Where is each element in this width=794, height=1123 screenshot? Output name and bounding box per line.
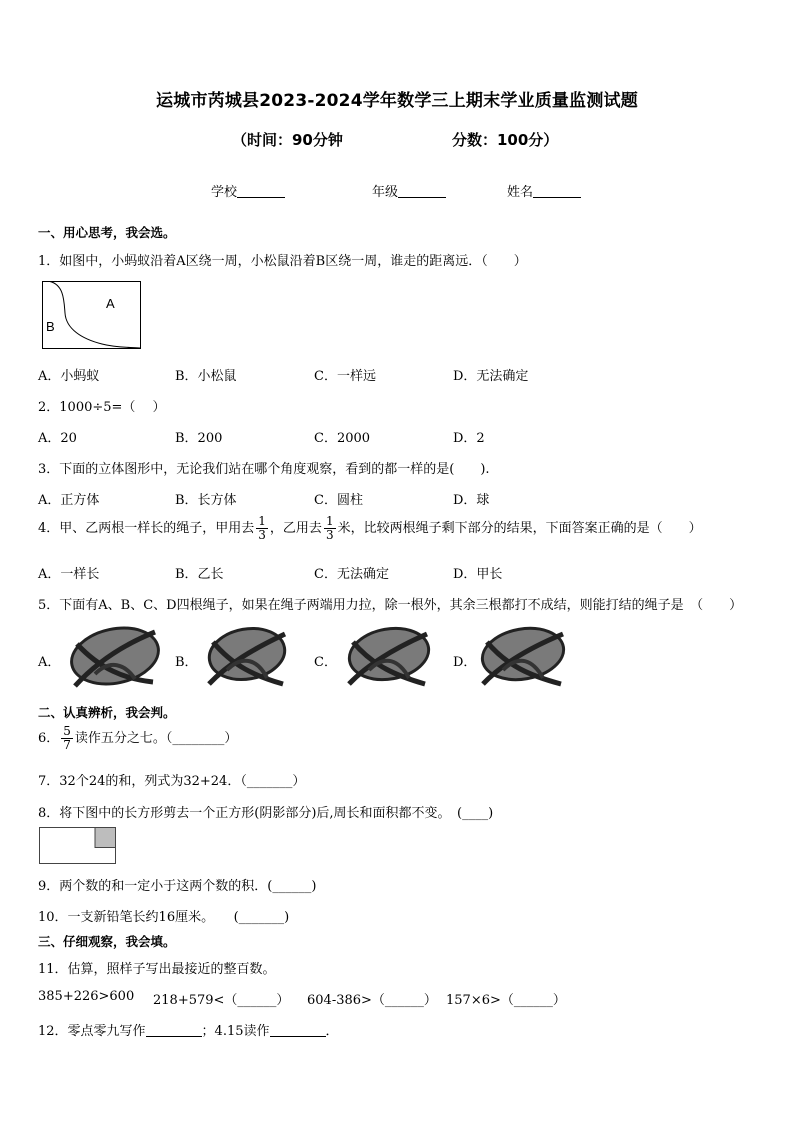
exam-score: 分数：100分）: [452, 131, 559, 149]
page-title: 运城市芮城县2023-2024学年数学三上期末学业质量监测试题: [156, 91, 638, 111]
q8-shaded-square: [95, 828, 116, 848]
q1-option-d[interactable]: D．无法确定: [453, 369, 529, 384]
q5-rope-d-image[interactable]: [477, 624, 567, 692]
question-1-text: 1．如图中，小蚂蚁沿着A区绕一周，小松鼠沿着B区绕一周，谁走的距离远．（ ）: [38, 254, 527, 269]
q6-numerator: 5: [63, 724, 71, 738]
question-5-text: 5．下面有A、B、C、D四根绳子，如果在绳子两端用力拉，除一根外，其余三根都打不成结，则能打结的绳子是 （ ）: [38, 598, 743, 613]
q4-option-a[interactable]: A．一样长: [38, 567, 100, 582]
q4-f2-denominator: 3: [325, 528, 334, 542]
name-label: 姓名: [507, 185, 534, 200]
q6-fraction: [61, 725, 73, 752]
school-blank[interactable]: [237, 185, 285, 198]
q4-part1: 4．甲、乙两根一样长的绳子，甲用去: [38, 521, 255, 536]
q6-body: 读作五分之七。（________）: [74, 731, 238, 746]
q5-rope-c-image[interactable]: [343, 624, 431, 692]
q12-part3: ．: [325, 1024, 339, 1039]
q3-option-d[interactable]: D．球: [453, 493, 490, 508]
q2-option-c[interactable]: C．2000: [314, 431, 371, 446]
question-12-text: [38, 1020, 339, 1039]
q5-rope-b-image[interactable]: [203, 624, 289, 692]
question-3-text: 3．下面的立体图形中，无论我们站在哪个角度观察，看到的都一样的是( ).: [38, 462, 490, 477]
q1-label-a: A: [106, 296, 115, 311]
q1-label-b: B: [46, 319, 55, 334]
q12-part2: ；4.15读作: [201, 1024, 270, 1039]
q1-option-b[interactable]: B．小松鼠: [175, 369, 237, 384]
q2-option-a[interactable]: A．20: [38, 431, 77, 446]
exam-time: （时间：90分钟: [232, 131, 343, 149]
q4-f2-numerator: 1: [325, 514, 334, 528]
q8-rectangle-figure: [39, 827, 117, 865]
q3-option-b[interactable]: B．长方体: [175, 493, 237, 508]
name-field[interactable]: [507, 181, 581, 200]
q11-item-3[interactable]: 157×6>（______）: [446, 993, 566, 1008]
q5-option-c[interactable]: C．: [314, 655, 337, 670]
question-8-text: 8．将下图中的长方形剪去一个正方形(阴影部分)后,周长和面积都不变。 (____): [38, 806, 494, 821]
q12-blank-1[interactable]: [146, 1024, 202, 1037]
q1-boundary-curve: [50, 282, 140, 349]
q4-option-c[interactable]: C．无法确定: [314, 567, 389, 582]
question-7-text: 7．32个24的和，列式为32+24．（_______）: [38, 774, 306, 789]
question-4-text: [38, 515, 702, 542]
q2-option-d[interactable]: D．2: [453, 431, 485, 446]
section-3-heading: 三、仔细观察，我会填。: [38, 934, 176, 949]
name-blank[interactable]: [533, 185, 581, 198]
q5-rope-a-image[interactable]: [65, 624, 163, 692]
grade-field[interactable]: [372, 181, 446, 200]
section-2-heading: 二、认真辨析，我会判。: [38, 705, 176, 720]
q11-item-2[interactable]: 604-386>（______）: [307, 993, 437, 1008]
question-10-text: 10．一支新铅笔长约16厘米。 (_______): [38, 910, 290, 925]
q6-prefix: 6．: [38, 731, 60, 746]
q4-f1-numerator: 1: [258, 514, 266, 528]
q6-denominator: 7: [63, 738, 71, 752]
q1-option-c[interactable]: C．一样远: [314, 369, 376, 384]
q4-part2: ，乙用去: [269, 521, 322, 536]
q3-option-a[interactable]: A．正方体: [38, 493, 100, 508]
school-label: 学校: [211, 185, 238, 200]
question-9-text: 9．两个数的和一定小于这两个数的积．(______): [38, 879, 317, 894]
q4-option-d[interactable]: D．甲长: [453, 567, 503, 582]
q4-part3: 米，比较两根绳子剩下部分的结果，下面答案正确的是（ ）: [337, 521, 702, 536]
q4-f1-denominator: 3: [258, 528, 266, 542]
q4-fraction-1: [256, 515, 268, 542]
q1-figure-border: [43, 282, 141, 349]
q12-part1: 12．零点零九写作: [38, 1024, 146, 1039]
q3-option-c[interactable]: C．圆柱: [314, 493, 363, 508]
q1-region-figure: [42, 281, 142, 351]
q11-example: 385+226>600: [38, 989, 135, 1004]
q12-blank-2[interactable]: [270, 1024, 326, 1037]
q11-item-1[interactable]: 218+579<（______）: [153, 993, 290, 1008]
section-1-heading: 一、用心思考，我会选。: [38, 225, 176, 240]
q5-option-a[interactable]: A．: [38, 655, 61, 670]
q1-option-a[interactable]: A．小蚂蚁: [38, 369, 100, 384]
q5-option-b[interactable]: B．: [175, 655, 198, 670]
grade-blank[interactable]: [398, 185, 446, 198]
school-field[interactable]: [211, 181, 285, 200]
question-11-text: 11．估算，照样子写出最接近的整百数。: [38, 962, 276, 977]
q4-fraction-2: [324, 515, 336, 542]
question-6-text: [38, 725, 237, 752]
q4-option-b[interactable]: B．乙长: [175, 567, 224, 582]
q2-option-b[interactable]: B．200: [175, 431, 223, 446]
grade-label: 年级: [372, 185, 399, 200]
q5-option-d[interactable]: D．: [453, 655, 477, 670]
question-2-text: 2．1000÷5=（ ）: [38, 400, 166, 415]
